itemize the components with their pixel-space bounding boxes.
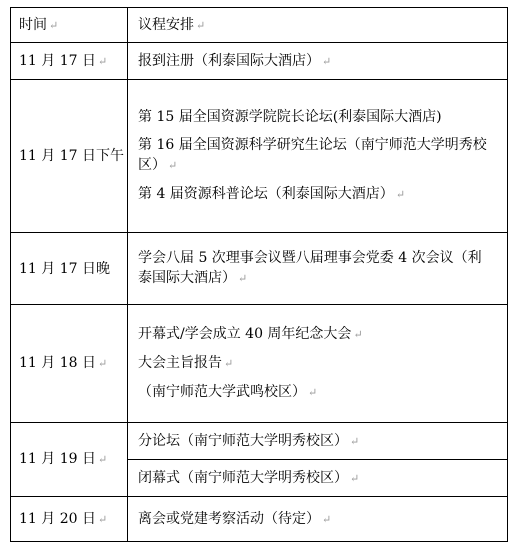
paragraph-mark: ↵ xyxy=(168,159,178,172)
time-cell xyxy=(11,423,128,497)
agenda-item-text: 学会八届 5 次理事会议暨八届理事会党委 4 次会议（利泰国际大酒店） xyxy=(138,250,482,286)
agenda-item xyxy=(138,47,507,76)
time-text: 11 月 17 日下午 xyxy=(19,148,124,164)
schedule-table xyxy=(10,7,508,542)
agenda-item-text: 第 16 届全国资源科学研究生论坛（南宁师范大学明秀校区） xyxy=(138,137,487,173)
time-text: 11 月 20 日 xyxy=(19,510,96,527)
agenda-item xyxy=(138,427,507,456)
agenda-item-text: 第 4 届资源科普论坛（利泰国际大酒店） xyxy=(138,186,394,202)
header-time: 时间 xyxy=(19,16,47,33)
paragraph-mark: ↵ xyxy=(224,357,234,370)
agenda-item-text: 第 15 届全国资源学院院长论坛(利泰国际大酒店) xyxy=(138,109,442,125)
agenda-item-text: 报到注册（利泰国际大酒店） xyxy=(138,52,320,69)
header-time-cell xyxy=(11,8,128,43)
paragraph-mark: ↵ xyxy=(350,434,360,448)
agenda-cell xyxy=(128,497,508,542)
agenda-cell xyxy=(128,233,508,305)
paragraph-mark: ↵ xyxy=(97,453,108,466)
agenda-item xyxy=(138,378,507,407)
time-cell xyxy=(11,497,128,542)
paragraph-mark: ↵ xyxy=(196,18,206,32)
time-text: 11 月 17 日晚 xyxy=(19,260,110,277)
paragraph-mark: ↵ xyxy=(350,471,360,485)
agenda-item xyxy=(138,180,507,209)
agenda-item xyxy=(138,103,507,131)
time-text: 11 月 17 日 xyxy=(19,52,96,69)
agenda-item-text: 离会或党建考察活动（待定） xyxy=(138,510,320,527)
paragraph-mark: ↵ xyxy=(97,357,108,370)
agenda-item xyxy=(138,349,507,378)
agenda-item xyxy=(138,505,507,534)
agenda-item xyxy=(138,244,490,293)
table-row xyxy=(11,497,508,542)
paragraph-mark: ↵ xyxy=(308,386,318,399)
agenda-item-text: 分论坛（南宁师范大学明秀校区） xyxy=(138,432,348,449)
header-agenda: 议程安排 xyxy=(138,16,194,33)
paragraph-mark: ↵ xyxy=(395,188,406,201)
table-row xyxy=(11,305,508,423)
table-row xyxy=(11,80,508,233)
agenda-item-text: 大会主旨报告 xyxy=(138,355,222,371)
agenda-cell xyxy=(128,305,508,423)
time-cell xyxy=(11,233,128,305)
paragraph-mark: ↵ xyxy=(353,328,363,341)
table-row xyxy=(11,233,508,305)
header-row xyxy=(11,8,508,43)
time-text: 11 月 19 日 xyxy=(19,451,96,467)
time-text: 11 月 18 日 xyxy=(19,355,96,371)
agenda-cell xyxy=(128,43,508,80)
agenda-item xyxy=(138,131,490,180)
paragraph-mark: ↵ xyxy=(238,272,248,285)
agenda-item-text: 开幕式/学会成立 40 周年纪念大会 xyxy=(138,326,352,342)
paragraph-mark: ↵ xyxy=(97,512,108,526)
table-row xyxy=(11,43,508,80)
time-cell xyxy=(11,43,128,80)
agenda-item-text: 闭幕式（南宁师范大学明秀校区） xyxy=(138,469,348,486)
agenda-item-text: （南宁师范大学武鸣校区） xyxy=(138,384,306,400)
time-cell xyxy=(11,305,128,423)
agenda-cell xyxy=(128,423,508,460)
paragraph-mark: ↵ xyxy=(322,54,332,68)
time-cell xyxy=(11,80,128,233)
table-row xyxy=(11,423,508,460)
paragraph-mark: ↵ xyxy=(49,18,59,32)
paragraph-mark: ↵ xyxy=(97,54,108,68)
agenda-cell xyxy=(128,80,508,233)
header-agenda-cell xyxy=(128,8,508,43)
agenda-item xyxy=(138,464,507,493)
agenda-item xyxy=(138,320,507,349)
paragraph-mark: ↵ xyxy=(322,512,332,526)
agenda-cell xyxy=(128,460,508,497)
